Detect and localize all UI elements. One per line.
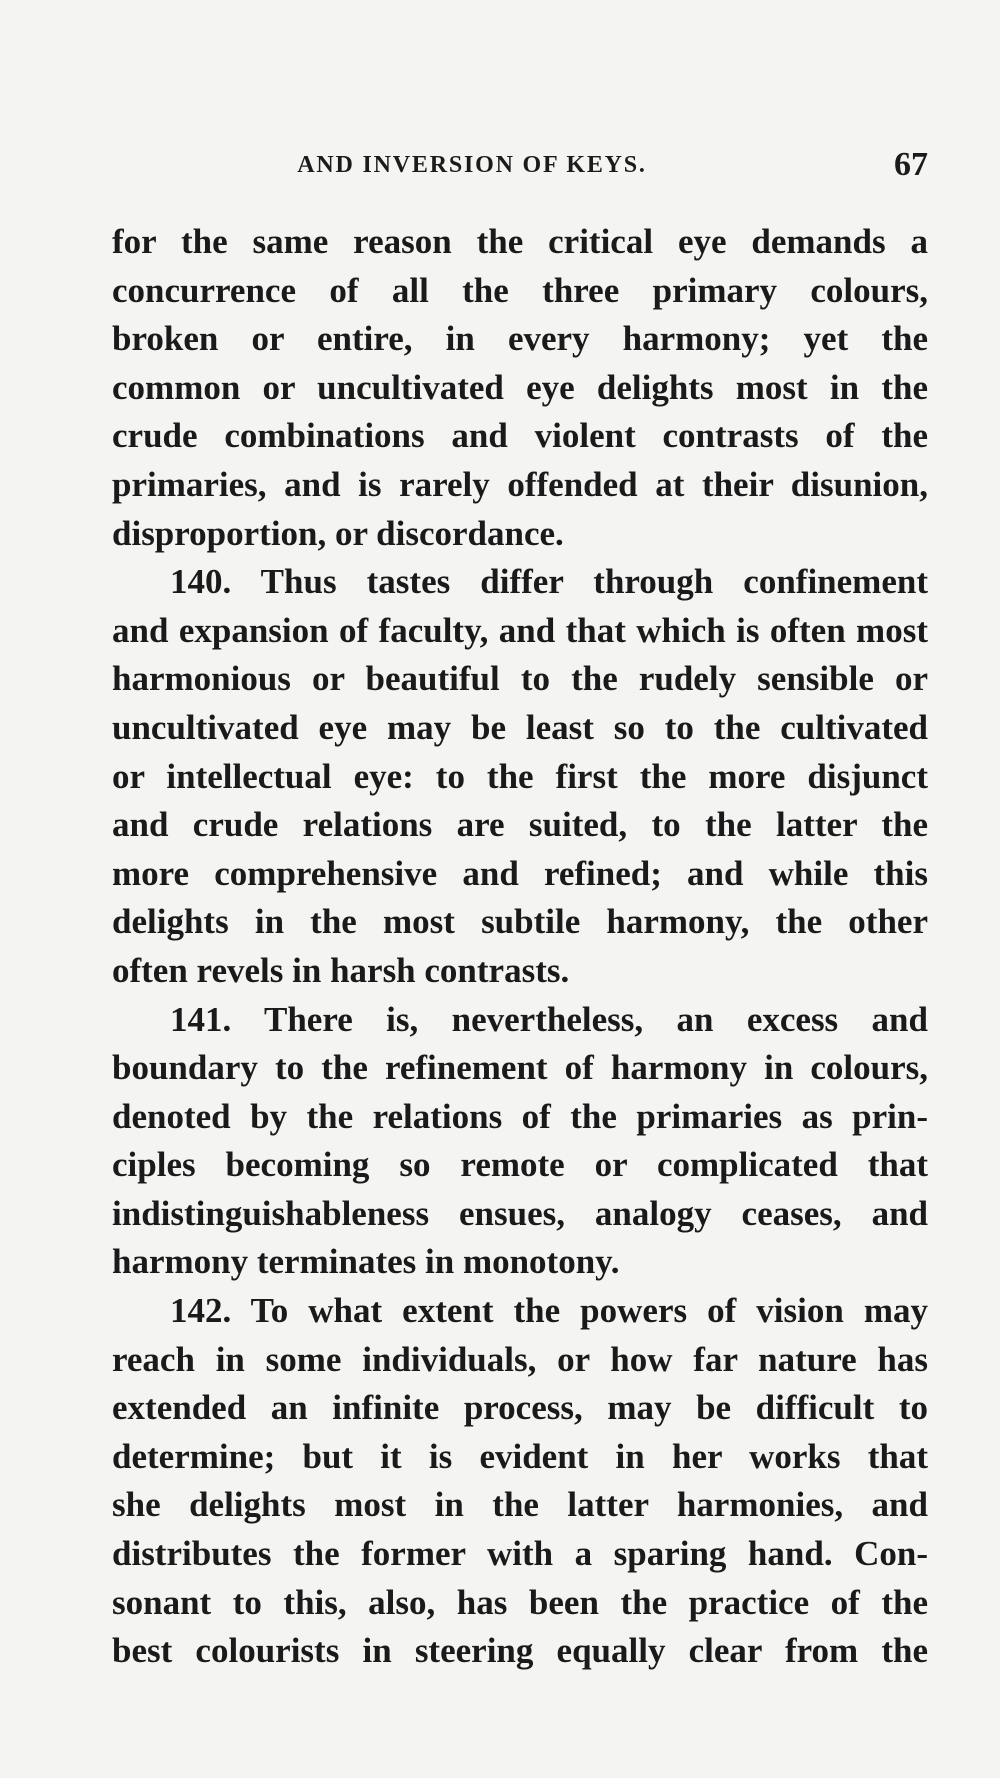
text-line: distributes the former with a sparing hand. Con-	[112, 1534, 928, 1574]
text-line: harmonious or beautiful to the rudely sensible or	[112, 659, 928, 699]
text-line: extended an infinite process, may be difficult to	[112, 1388, 928, 1428]
paragraph-140-start: 140. Thus tastes differ through confinement	[170, 562, 928, 602]
text-line: broken or entire, in every harmony; yet the	[112, 319, 928, 359]
text-line: primaries, and is rarely offended at their disunion,	[112, 464, 928, 504]
text-line: boundary to the refinement of harmony in colours,	[112, 1048, 928, 1088]
running-head	[112, 146, 928, 186]
page-number: 67	[894, 146, 928, 183]
text-line: crude combinations and violent contrasts of the	[112, 416, 928, 456]
text-line: delights in the most subtile harmony, the other	[112, 902, 928, 942]
text-line: reach in some individuals, or how far nature has	[112, 1339, 928, 1379]
text-line: or intellectual eye: to the first the more disjunct	[112, 756, 928, 796]
text-line: ciples becoming so remote or complicated that	[112, 1145, 928, 1185]
text-line: indistinguishableness ensues, analogy ceases, and	[112, 1193, 928, 1233]
text-line: and crude relations are suited, to the latter the	[112, 805, 928, 845]
text-line: determine; but it is evident in her works that	[112, 1436, 928, 1476]
text-line: disproportion, or discordance.	[112, 513, 564, 553]
text-line: denoted by the relations of the primaries as prin-	[112, 1096, 928, 1136]
paragraph-141-start: 141. There is, nevertheless, an excess and	[170, 999, 928, 1039]
text-line: sonant to this, also, has been the practice of the	[112, 1582, 928, 1622]
paragraph-142-start: 142. To what extent the powers of vision may	[170, 1291, 928, 1331]
text-line: harmony terminates in monotony.	[112, 1242, 620, 1282]
text-line: for the same reason the critical eye demands a	[112, 222, 928, 261]
text-line: best colourists in steering equally clear from the	[112, 1631, 928, 1671]
text-line: concurrence of all the three primary colours,	[112, 270, 928, 310]
text-line: more comprehensive and refined; and while this	[112, 853, 928, 893]
text-line: uncultivated eye may be least so to the cultivated	[112, 707, 928, 747]
text-line: often revels in harsh contrasts.	[112, 950, 570, 990]
running-title: AND INVERSION OF KEYS.	[297, 152, 647, 178]
body-text	[112, 218, 928, 1676]
text-line: she delights most in the latter harmonies, and	[112, 1485, 928, 1525]
text-line: common or uncultivated eye delights most in the	[112, 367, 928, 407]
text-line: and expansion of faculty, and that which is often most	[112, 610, 928, 650]
